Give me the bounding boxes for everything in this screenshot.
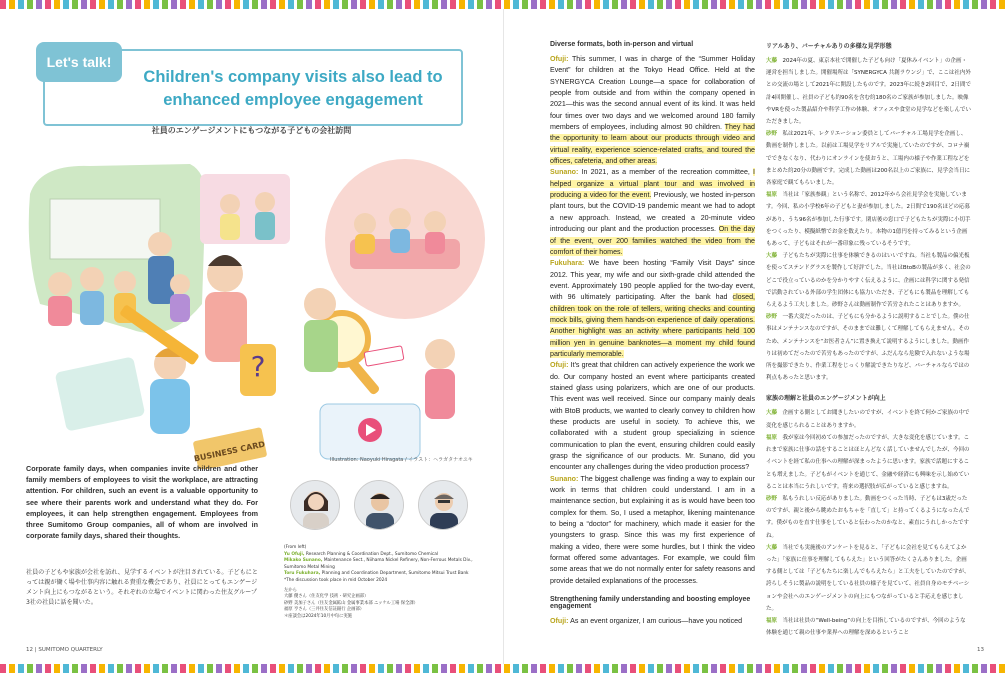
jp-paragraph-7: 福原 我が家は今回初めての参加だったのですが、大きな変化を感じています。これまで家族に仕事の話をすることはほとんどなく話していませんでしたが、今回のイベントを経て私の仕事への理解が深まったように思います。家族で話題にすることも増えました。子どもがイベントを通じて、金融や経済にも興味を示し始めていることは本当にうれしいです。将来の選択肢が広がっていると感じますね。 bbox=[766, 434, 970, 490]
japanese-column bbox=[766, 41, 971, 639]
right-folio: 13 bbox=[977, 647, 984, 653]
intro-english: Corporate family days, when companies invite children and other family members of employees to visit the workplace, are attracting attention. For children, such an event is a valuable opportunity to see where their parents work and understand what they do. For employees, it can help strengthen engagement. Employees from three Sumitomo Group companies, all of whom are involved in corporate family days, shared their thoughts. bbox=[26, 464, 258, 541]
paragraph-ofuji-3: Ofuji: As an event organizer, I am curious—have you noticed bbox=[550, 617, 743, 626]
jp-paragraph-4: 大藤 子どもたちが実際に仕事を体験できるのはいいですね。当社も製品の偏光板を使ってステンドグラスを製作して好評でした。当社はBtoBの製品が多く、社会のどこで役立っているのかを分かりやすく伝えるように、企画には科学に関する発信で活動されている外部の学生団体にも協力いただき、子どもにも製品を理解してもらえるよう工夫しました。砂野さんは動画制作で苦労されたことはありますか。 bbox=[766, 253, 971, 309]
photo-sunano bbox=[354, 480, 404, 530]
caption-jp-sunano: 砂野 美加子さん（住友金属鉱山 金属事業本部 ニッケル工場 保全課） bbox=[284, 600, 418, 606]
article-title: Children's company visits also lead to enhanced employee engagement bbox=[143, 68, 443, 109]
illustration-credit: Illustration: Naoyuki Hiragata / イラスト：ヘラガタナオユキ bbox=[330, 457, 473, 463]
jp-paragraph-3: 福原 当社は「家族参観」という名称で、2012年から会社見学会を実施しています。今回、私の小学校6年の子どもと妻が参加しました。2日間で190名ほどの応募があり、うち96名が参加した行事です。閉店後の窓口で子どもたちが実際に小切手をつくったり、模擬紙幣でお金を数えたり。本物の1億円を持ってみるという企画もあって、子どもはそれが一番印象に残っているそうです。 bbox=[766, 192, 971, 248]
svg-text:BUSINESS CARD: BUSINESS CARD bbox=[193, 439, 266, 464]
paragraph-ofuji-2: Ofuji: It's great that children can actively experience the work we do. Our company hosted an event where participants created stained glass using polarizers, which are one of our products. This event was well received. Since our company mainly deals with BtoB products, we wanted to clearly convey to children how these products are useful in society. To achieve this, we collaborated with a student group specializing in science communication to plan the event, ensuring children could easily grasp the significance of our products. Mr. Sunano, did you encounter any challenges during the video production process? bbox=[550, 361, 755, 472]
english-column bbox=[550, 41, 755, 628]
caption-ofuji: Yu Ofuji, Research Planning & Coordination Dept., Sumitomo Chemical bbox=[284, 551, 439, 557]
caption-jp-note: ＊座談会は2024年10月中旬に実施 bbox=[284, 613, 352, 619]
caption-sunano: Mikako Sunano, Maintenance Sect., Niihama Nickel Refinery, Non-Ferrous Metals Div., Sumitomo Metal Mining bbox=[284, 558, 473, 570]
jp-paragraph-9: 大藤 当社でも実施後のアンケートを見ると、「子どもに会社を見てもらえてよかった」「家族に仕事を理解してもらえた」という回答がたくさんありました。企画する側としては「子どもたちに楽しんでもらえたら」と工夫をしていたのですが、誇らしそうに製品の説明をしている社員の様子を見ていて、社員自身のモチベーションや会社へのエンゲージメントの向上にもつながっていると手応えを感じました。 bbox=[766, 544, 970, 612]
japanese-heading-1: リアルあり、バーチャルありの多様な見学形態 bbox=[766, 43, 892, 50]
caption-jp-from-left: 左から bbox=[284, 587, 297, 593]
english-heading-2: Strengthening family understanding and boosting employee engagement bbox=[550, 596, 751, 611]
svg-text:?: ? bbox=[250, 350, 266, 383]
jp-paragraph-10: 福原 当社は社員の“Well-being”の向上を目指しているのですが、今回のような体験を通じて親の仕事や業界への理解を深めるということ bbox=[766, 617, 966, 637]
caption-fukuhara: Toru Fukuhara, Planning and Coordination Department, Sumitomo Mitsui Trust Bank bbox=[284, 571, 469, 577]
jp-paragraph-2: 砂野 私は2021年、レクリエーション委員としてバーチャル工場見学を企画し、動画を制作しました。以前は工場見学をリアルで実施していたのですが、コロナ禍でできなくなり、代わりにオンラインを使おうと、工場内の様子や作業工程などをまとめた約20分の動画です。完成した動画は200名以上のご家族に、見学会当日に各家庭で観てもらいました。 bbox=[766, 131, 971, 187]
left-page bbox=[0, 9, 503, 664]
japanese-subtitle: 社員のエンゲージメントにもつながる子どもの会社訪問 bbox=[151, 126, 352, 135]
paragraph-sunano-2: Sunano: The biggest challenge was finding a way to explain our work in terms that children could understand. I am in a maintenance section, but explaining it as is would have been too complex for them. So, I used a metaphor, likening maintenance to being a “doctor” for machinery, which made it easier for the youngsters to grasp. Since this was my first experience of making a video, there were some hurdles, but I think the video format offered some advantages. For example, we could film some areas that we do not normally enter for safety reasons and provide detailed explanations of the processes. bbox=[550, 474, 755, 585]
right-page bbox=[503, 9, 1006, 664]
caption-note: *The discussion took place in mid October 2024 bbox=[284, 577, 388, 583]
participant-photos bbox=[290, 480, 470, 540]
lets-talk-badge: Let's talk! bbox=[36, 42, 122, 82]
english-heading-1: Diverse formats, both in-person and virtual bbox=[550, 41, 694, 48]
family-visit-illustration bbox=[20, 154, 488, 469]
japanese-heading-2: 家族の理解と社員のエンゲージメントが向上 bbox=[766, 395, 886, 403]
photo-fukuhara bbox=[418, 480, 468, 530]
caption-jp-ofuji: 大藤 優さん（住友化学 技術・研究企画部） bbox=[284, 594, 369, 600]
paragraph-ofuji-1: Ofuji: This summer, I was in charge of the “Summer Holiday Event” for children at the Tokyo Head Office. Held at the SYNERGYCA Creation Lounge—a space for collaboration of people from outside and from within the company opened in 2021—this was the second annual event of its kind. It was held four times over two days and we welcomed around 180 family members of employees, including almost 90 children. They had the opportunity to learn about our products through video and virtual reality, experience science-related crafts, and toured the offices, cafeteria, and other areas. bbox=[550, 55, 756, 166]
jp-paragraph-6: 大藤 企画する側としてお聞きしたいのですが、イベントを終て何かご家族の中で変化を感じられることはありますか。 bbox=[766, 410, 970, 429]
jp-paragraph-5: 砂野 一番大変だったのは、子どもにも分かるように説明することでした。僕の仕事はメンテナンスなのですが、そのままでは難しくて理解してもらえません。そのため、メンテナンスを“お医者さん”に置き換えて説明するようにしました。動画作りは初めてだったので苦労もあったのですが、ふだんなら危険で入れないような場所を撮影できたり、作業工程をじっくり解説できたりなど、バーチャルならではの利点もあったと思います。 bbox=[766, 314, 970, 382]
decorative-bottom-stripe bbox=[0, 664, 1006, 673]
paragraph-fukuhara-1: Fukuhara: We have been hosting “Family Visit Days” since 2012. This year, my wife and our sixth-grade child attended the event. Approximately 190 people applied for the two-day event, with 96 ultimately participating. After the bank had closed, children took on the role of tellers, writing checks and counting mock bills, giving them hands-on experience of daily operations. Another highlight was an activity where participants held 100 million yen in genuine banknotes—a moment my child found particularly memorable. bbox=[550, 259, 755, 358]
caption-from-left: (From left) bbox=[284, 545, 307, 550]
decorative-top-stripe bbox=[0, 0, 1006, 9]
jp-paragraph-1: 大藤 2024年の夏、東京本社で開催した子ども向け「夏休みイベント」の企画・運営を担当しました。開催場所は「SYNERGYCA 共創ラウンジ」で、ここは社内外との交流の場として2021年に開設したものです。2023年に続き2回目で、2日間で計4回開催し、社員の子ども約90名を含む約180名のご家族が参加しました。映像やVRを使った製品紹介や科学工作の体験、オフィスや食堂の見学などを楽しんでいただきました。 bbox=[766, 58, 971, 126]
jp-paragraph-8: 砂野 私もうれしい反応がありました。動画をつくった当時、子どもは3歳だったのですが、親と後から眺めたおもちゃを「直して」と持ってくるようになったんです。僕がものを直す仕事をしていると伝わったのかなと、素直にうれしかったですね。 bbox=[766, 495, 970, 539]
participant-captions bbox=[284, 545, 484, 621]
photo-ofuji bbox=[290, 480, 340, 530]
left-folio: 12 | SUMITOMO QUARTERLY bbox=[26, 647, 103, 653]
intro-japanese: 社員の子どもや家族が会社を訪れ、見学するイベントが注目されている。子どもにとっては親が働く場や仕事内容に触れる貴重な機会であり、社員にとってもエンゲージメント向上にもつながるという。それぞれの立場でイベントに関わった住友グループ3社の社員に話を聞いた。 bbox=[26, 569, 258, 606]
caption-jp-fukuhara: 福原 亨さん（三井住友信託銀行 企画部） bbox=[284, 607, 365, 613]
paragraph-sunano-1: Sunano: In 2021, as a member of the recreation committee, I helped organize a virtual plant tour and was involved in producing a video for the event. Previously, we hosted in-person plant tours, but the COVID-19 pandemic meant we had to adopt a new approach. Instead, we created a 20-minute video introducing our plant and the production processes. On the day of the event, over 200 families watched the video from the comfort of their homes. bbox=[550, 168, 755, 256]
